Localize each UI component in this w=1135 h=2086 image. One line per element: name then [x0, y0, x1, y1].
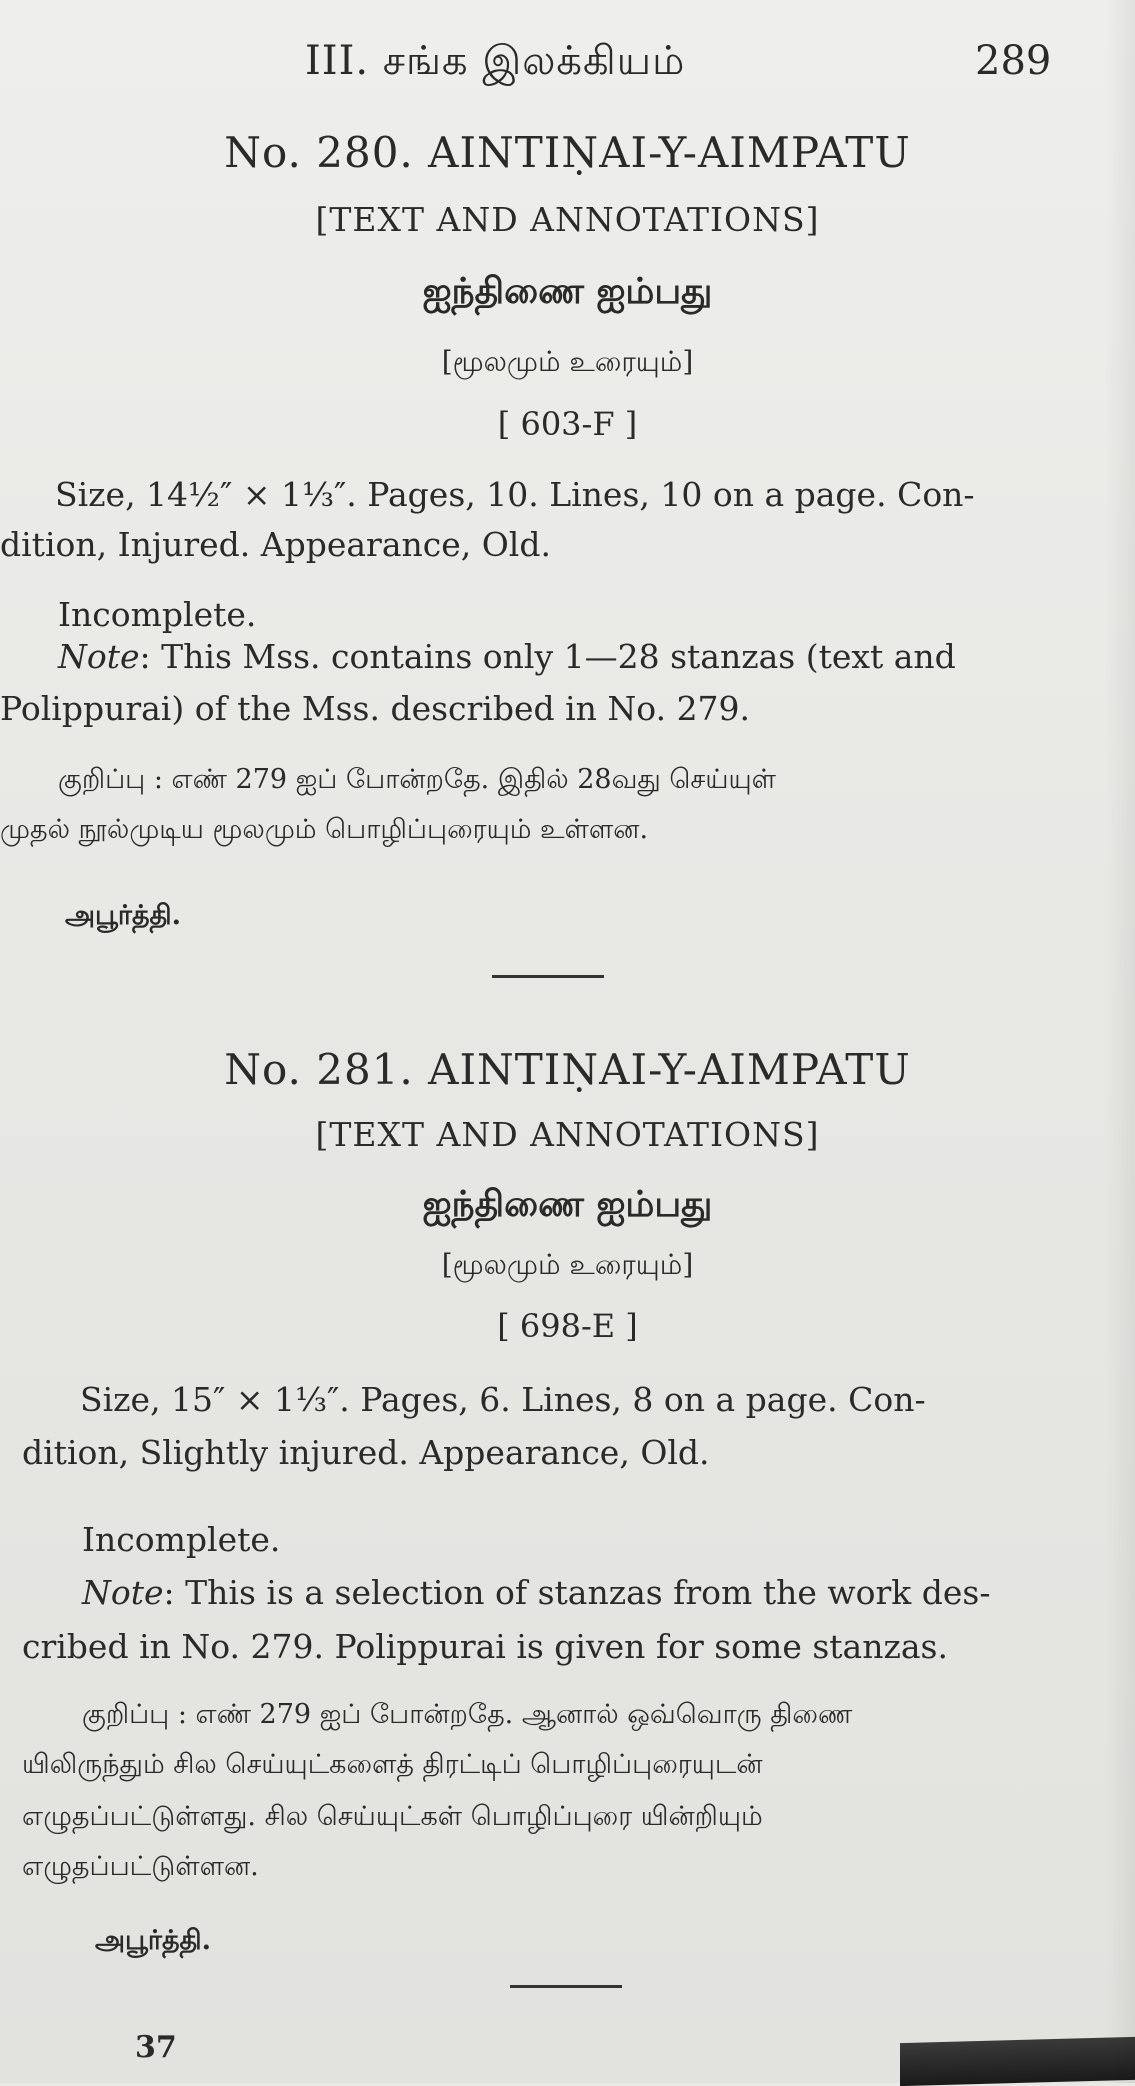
note-line-2: cribed in No. 279. Polippurai is given for some stanzas. — [22, 1627, 948, 1666]
tamil-note-line-3: எழுதப்பட்டுள்ளது. சில செய்யுட்கள் பொழிப்புரை யின்றியும் — [22, 1801, 763, 1832]
tamil-note-line-2: முதல் நூல்முடிய மூலமும் பொழிப்புரையும் உள்ளன. — [0, 814, 649, 845]
size-line-2: dition, Injured. Appearance, Old. — [0, 525, 551, 564]
tamil-note-line-1: குறிப்பு : எண் 279 ஐப் போன்றதே. இதில் 28வது செய்யுள் — [58, 764, 777, 795]
entry-code: [ 698-E ] — [497, 1307, 638, 1345]
note-line-2: Polippurai) of the Mss. described in No. 279. — [0, 689, 751, 728]
page-number: 289 — [975, 38, 1052, 84]
tamil-note-line-4: எழுதப்பட்டுள்ளன. — [22, 1851, 259, 1882]
note-text: : This is a selection of stanzas from the work des- — [163, 1573, 991, 1612]
apurti-note: அபூர்த்தி. — [65, 900, 182, 931]
entry-subtitle: [TEXT AND ANNOTATIONS] — [315, 1115, 820, 1154]
entry-code: [ 603-F ] — [497, 405, 638, 443]
entry-tamil-title: ஐந்திணை ஐம்பது — [422, 270, 713, 312]
tamil-note-line-2: யிலிருந்தும் சில செய்யுட்களைத் திரட்டிப் பொழிப்புரையுடன் — [22, 1749, 763, 1780]
note-line-1 — [58, 632, 956, 682]
note-line-1 — [82, 1568, 990, 1618]
entry-tamil-title: ஐந்திணை ஐம்பது — [422, 1183, 713, 1225]
signature-number: 37 — [135, 2030, 177, 2065]
entry-tamil-subtitle: [மூலமும் உரையும்] — [441, 1248, 694, 1281]
entry-subtitle: [TEXT AND ANNOTATIONS] — [315, 200, 820, 239]
note-label: Note — [58, 637, 140, 676]
entry-title: No. 280. AINTIṆAI-Y-AIMPATU — [224, 128, 911, 177]
size-line-1: Size, 14½″ × 1⅓″. Pages, 10. Lines, 10 on a page. Con- — [55, 475, 975, 514]
entry-title: No. 281. AINTIṆAI-Y-AIMPATU — [224, 1045, 911, 1094]
entry-tamil-subtitle: [மூலமும் உரையும்] — [441, 345, 694, 378]
completeness: Incomplete. — [58, 595, 257, 634]
section-divider — [492, 975, 604, 978]
note-text: : This Mss. contains only 1—28 stanzas (text and — [139, 637, 956, 676]
note-label: Note — [82, 1573, 164, 1612]
tamil-note-line-1: குறிப்பு : எண் 279 ஐப் போன்றதே. ஆனால் ஒவ்வொரு திணை — [82, 1699, 853, 1730]
running-header — [0, 38, 1135, 88]
section-divider — [510, 1985, 622, 1988]
size-line-1: Size, 15″ × 1⅓″. Pages, 6. Lines, 8 on a page. Con- — [80, 1380, 926, 1419]
size-line-2: dition, Slightly injured. Appearance, Old. — [22, 1433, 710, 1472]
completeness: Incomplete. — [82, 1520, 281, 1559]
page-edge-shadow — [900, 2037, 1135, 2086]
page-gutter-shadow — [1105, 0, 1135, 2083]
apurti-note: அபூர்த்தி. — [95, 1925, 212, 1956]
section-heading: III. சங்க இலக்கியம் — [305, 38, 686, 84]
